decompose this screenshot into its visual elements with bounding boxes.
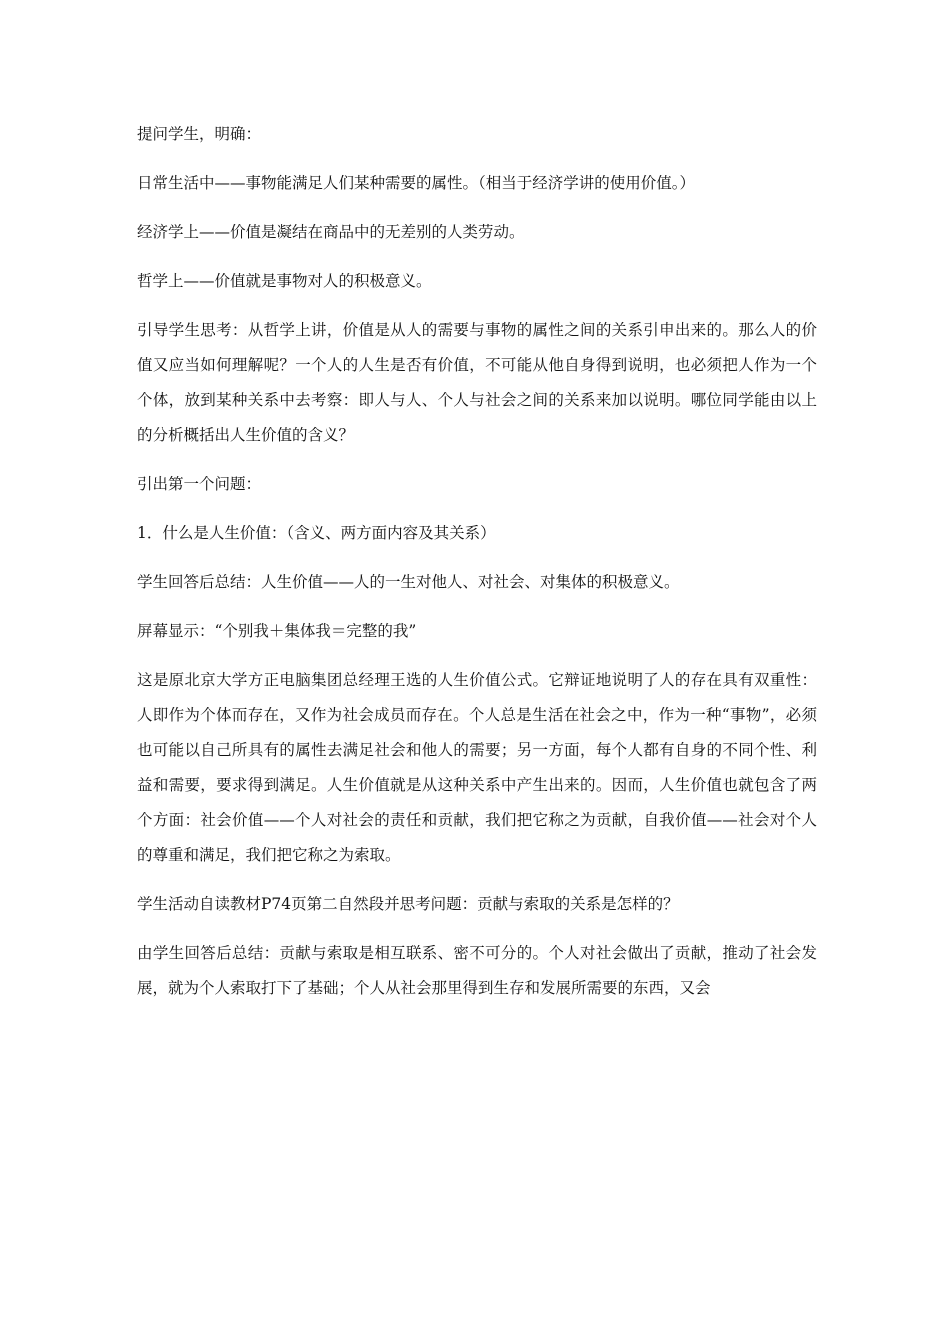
- paragraph: 引导学生思考：从哲学上讲，价值是从人的需要与事物的属性之间的关系引申出来的。那么人的价值又应当如何理解呢？一个人的人生是否有价值，不可能从他自身得到说明，也必须把人作为一个个体，放到某种关系中去考察：即人与人、个人与社会之间的关系来加以说明。哪位同学能由以上的分析概括出人生价值的含义？: [137, 321, 817, 444]
- paragraph: 由学生回答后总结：贡献与索取是相互联系、密不可分的。个人对社会做出了贡献，推动了社会发展，就为个人索取打下了基础；个人从社会那里得到生存和发展所需要的东西，又会: [137, 944, 817, 997]
- paragraph: 学生回答后总结：人生价值——人的一生对他人、对社会、对集体的积极意义。: [137, 573, 680, 591]
- section-heading: 1．什么是人生价值：（含义、两方面内容及其关系）: [137, 524, 496, 542]
- paragraph: 学生活动自读教材P74页第二自然段并思考问题：贡献与索取的关系是怎样的？: [137, 895, 679, 913]
- paragraph: 提问学生，明确：: [137, 125, 262, 143]
- paragraph: 哲学上——价值就是事物对人的积极意义。: [137, 272, 432, 290]
- paragraph: 这是原北京大学方正电脑集团总经理王选的人生价值公式。它辩证地说明了人的存在具有双重性：人即作为个体而存在，又作为社会成员而存在。个人总是生活在社会之中，作为一种“事物”，必须也可能以自己所具有的属性去满足社会和他人的需要；另一方面，每个人都有自身的不同个性、利益和需要，要求得到满足。人生价值就是从这种关系中产生出来的。因而，人生价值也就包含了两个方面：社会价值——个人对社会的责任和贡献，我们把它称之为贡献，自我价值——社会对个人的尊重和满足，我们把它称之为索取。: [137, 671, 817, 864]
- paragraph: 屏幕显示：“个别我＋集体我＝完整的我”: [137, 622, 417, 640]
- paragraph: 引出第一个问题：: [137, 475, 262, 493]
- paragraph: 经济学上——价值是凝结在商品中的无差别的人类劳动。: [137, 223, 525, 241]
- document-body: [137, 117, 817, 1020]
- paragraph: 日常生活中——事物能满足人们某种需要的属性。（相当于经济学讲的使用价值。）: [137, 174, 696, 192]
